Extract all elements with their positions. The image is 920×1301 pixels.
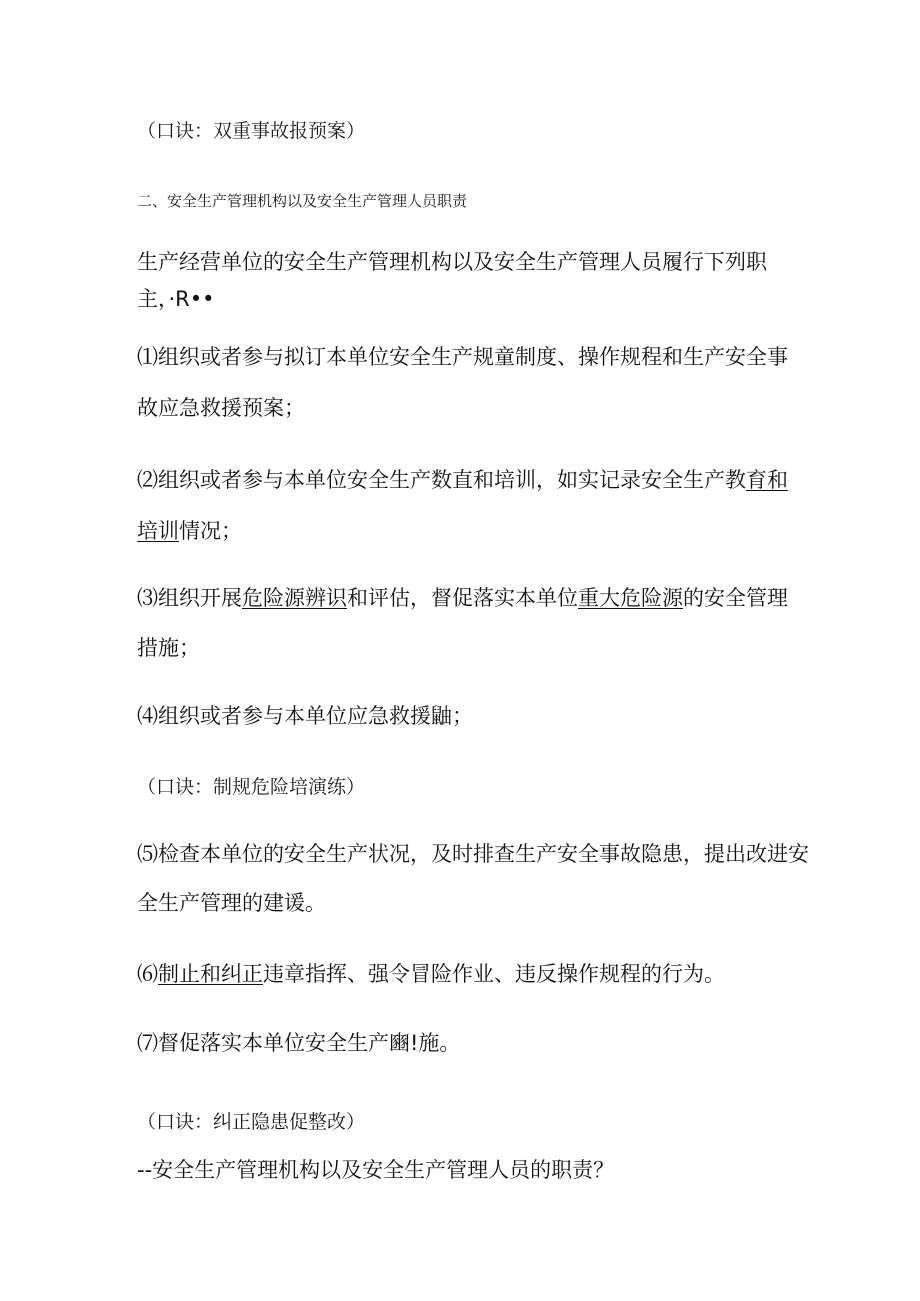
item-1-line-1: ⑴组织或者参与拟订本单位安全生产规童制度、操作规程和生产安全事 <box>137 345 788 369</box>
mnemonic-regulations: （口诀：制规危险培演练） <box>137 776 366 798</box>
item-6-stop-and-correct: 制止和纠正 <box>158 962 263 986</box>
item-1-line-2: 故应急救援预案； <box>137 396 305 420</box>
item-3-line-1 <box>137 582 788 612</box>
item-2-underlined-training: 培训 <box>137 519 179 543</box>
intro-line-1: 生产经营单位的安全生产管理机构以及安全生产管理人员履行下列职 <box>137 250 767 274</box>
item-2-underlined-education: 育和 <box>746 468 788 492</box>
item-7: ⑺督促落实本单位安全生产豳!施。 <box>137 1031 461 1055</box>
question-line: --安全生产管理机构以及安全生产管理人员的职责？ <box>137 1158 615 1182</box>
intro-line-2: 主，·R•• <box>137 287 215 311</box>
item-3-prefix: ⑶组织开展 <box>137 586 242 610</box>
item-3-hazard-identification: 危险源辨识 <box>242 586 347 610</box>
item-2-line-1 <box>137 464 788 494</box>
item-2-situation: 情况； <box>179 519 242 543</box>
item-6-suffix: 违章指挥、强令冒险作业、违反操作规程的行为。 <box>263 962 725 986</box>
mnemonic-double-accident: （口诀：双重事故报预案） <box>137 120 366 142</box>
item-3-major-hazard: 重大危险源 <box>578 586 683 610</box>
item-4: ⑷组织或者参与本单位应急救援鼬； <box>137 704 473 728</box>
item-6 <box>137 958 725 988</box>
item-3-middle: 和评估，督促落实本单位 <box>347 586 578 610</box>
item-2-line-2 <box>137 515 242 545</box>
mnemonic-correct-hazards: （口诀：纠正隐患促整改） <box>137 1111 366 1133</box>
item-2-text: ⑵组织或者参与本单位安全生产数直和培训，如实记录安全生产教 <box>137 468 746 492</box>
item-3-suffix: 的安全管理 <box>683 586 788 610</box>
item-5-line-2: 全生产管理的建谖。 <box>137 891 326 915</box>
item-3-line-2: 措施； <box>137 636 200 660</box>
section-heading: 二、安全生产管理机构以及安全生产管理人员职责 <box>137 192 468 210</box>
item-5-line-1: ⑸检查本单位的安全生产状况，及时排查生产安全事故隐患，提出改进安 <box>137 842 809 866</box>
item-6-prefix: ⑹ <box>137 962 158 986</box>
